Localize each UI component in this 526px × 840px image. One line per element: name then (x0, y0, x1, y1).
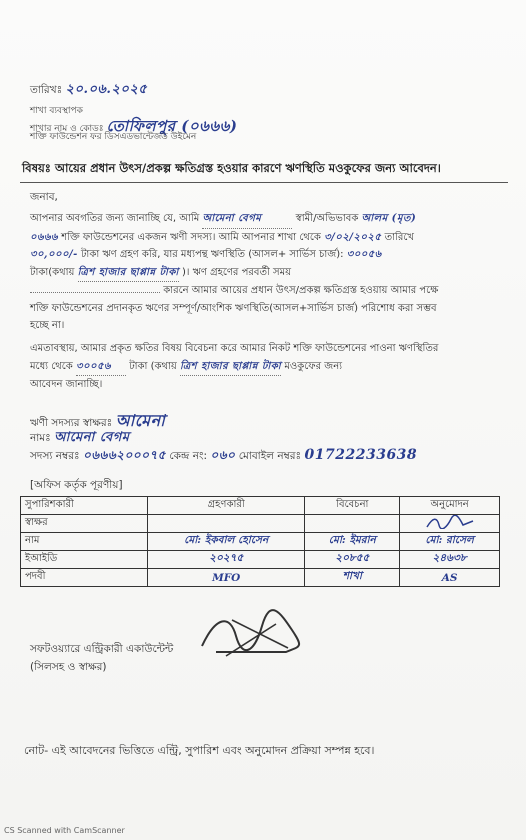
office-cell: ২০২৭৫ (148, 551, 305, 569)
p1-line-5 (30, 282, 505, 300)
subject-label: বিষয়ঃ (22, 161, 51, 175)
p1-text-e: টাকা ঋণ গ্রহণ করি, যার মধ্যপন্থ ঋণস্থিতি (আসল+ সার্ভিস চার্জ): (80, 249, 344, 260)
salutation: জনাব, (30, 191, 58, 203)
organization-line: শক্তি ফাউন্ডেশন ফর ডিসএডভান্টেজড উইমেন (30, 132, 197, 142)
p1-text-h: কারনে আমার আয়ের প্রধান উৎস/প্রকল্প ক্ষতিগ্রস্ত হওয়ায় আমার পক্ষে (163, 285, 439, 296)
office-row-signature (21, 515, 500, 533)
date-line (30, 80, 147, 101)
office-cell: মো: রাসেল (400, 533, 500, 551)
office-col-review: বিবেচনা (305, 497, 400, 515)
p1-text-f: টাকা(কথায় (30, 266, 75, 278)
office-row-designation (21, 569, 500, 587)
date-label: তারিখঃ (30, 84, 63, 96)
office-col-recommender: সুপারিশকারী (21, 497, 148, 515)
office-col-receiver: গ্রহণকারী (148, 497, 305, 515)
member-name-label: নামঃ (30, 432, 51, 444)
member-id: ০৬৬৬২০০০৭৫ (82, 448, 166, 462)
p1-line-4 (30, 264, 505, 283)
p2-text-b: মধ্যে থেকে (30, 360, 73, 372)
office-row-label: ইআইডি (21, 551, 148, 569)
p1-line-1 (30, 210, 505, 229)
p1-text-i: শক্তি ফাউন্ডেশনের প্রদানকৃত ঋণের সম্পূর্ণ/আংশিক ঋণস্থিতি(আসল+সার্ভিস চার্জ) পরিশোধ করা সম্ভব (30, 302, 437, 314)
member-id-line (30, 447, 417, 467)
office-row-name (21, 533, 500, 551)
member-name: আমেনা বেগম (54, 430, 130, 445)
p1-line-3 (30, 246, 505, 264)
p2-waiver-words: ত্রিশ হাজার ছাপ্পান্ন টাকা (180, 358, 281, 377)
office-cell: AS (400, 569, 500, 587)
p1-text-c: শক্তি ফাউন্ডেশনের একজন ঋণী সদস্য। আমি আপনার শাখা থেকে (61, 231, 321, 243)
office-cell: ২৪৬৩৮ (400, 551, 500, 569)
office-row-label: নাম (21, 533, 148, 551)
p1-text-b: স্বামী/অভিভাবক (295, 213, 359, 224)
p1-text-j: হচ্ছে না। (30, 320, 65, 331)
body-paragraph-2 (30, 340, 505, 394)
office-cell (148, 515, 305, 533)
office-row-eid (21, 551, 500, 569)
subject-text: আয়ের প্রধান উৎস/প্রকল্প ক্ষতিগ্রস্ত হওয়ার কারণে ঋণস্থিতি মওকুফের জন্য আবেদন। (54, 161, 441, 175)
branch-label: শাখার নাম ও কোডঃ (30, 124, 104, 134)
accountant-signature-icon (196, 606, 306, 662)
handwritten-signature-icon (425, 515, 475, 529)
p1-line-2 (30, 229, 505, 247)
p2-text-e: আবেদন জানাচ্ছি। (30, 379, 103, 390)
accountant-sub-label: (সিলসহ ও স্বাক্ষর) (30, 661, 107, 673)
p2-line-2 (30, 358, 505, 377)
p2-text-d: মওকুফের জন্য (284, 360, 343, 372)
p1-balance-words: ত্রিশ হাজার ছাপ্পান্ন টাকা (78, 264, 179, 283)
center-label: কেন্দ্র নং: (169, 450, 208, 462)
office-cell: ২০৮৫৫ (305, 551, 400, 569)
p1-balance: ৩০০৫৬ (346, 249, 382, 260)
mobile-label: মোবাইল নম্বরঃ (238, 450, 302, 462)
office-cell: শাখা (305, 569, 400, 587)
mobile-number: 01722233638 (304, 447, 418, 463)
p1-loan-amount: ৩০,০০০/- (30, 249, 78, 260)
p2-waiver-amount: ৩০০৫৬ (76, 358, 126, 377)
member-name-line (30, 428, 130, 449)
subject-underline (20, 182, 508, 183)
camscanner-watermark: CS Scanned with CamScanner (4, 826, 125, 835)
office-table-header (21, 497, 500, 515)
office-col-approval: অনুমোদন (400, 497, 500, 515)
p2-text-a: এমতাবস্থায়, আমার প্রকৃত ক্ষতির বিষয় বিবেচনা করে আমার নিকট শক্তি ফাউন্ডেশনের পাওনা ঋণস্থিতির (30, 343, 439, 354)
office-cell (305, 515, 400, 533)
footer-note: নোট- এই আবেদনের ভিত্তিতে এন্ট্রি, সুপারিশ এবং অনুমোদন প্রক্রিয়া সম্পন্ন হবে। (24, 744, 375, 757)
p1-text-g: )। ঋণ গ্রহণের পরবর্তী সময় (181, 266, 292, 278)
p1-guardian-name: আলম (মৃত) (361, 213, 417, 224)
office-cell: MFO (148, 569, 305, 587)
p1-member-name: আমেনা বেগম (202, 210, 292, 229)
recipient-title: শাখা ব্যবস্থাপক (30, 106, 83, 116)
office-row-label: পদবী (21, 569, 148, 587)
office-row-label: স্বাক্ষর (21, 515, 148, 533)
p1-branch-code: ০৬৬৬ (30, 231, 59, 243)
p1-text-a: আপনার অবগতির জন্য জানাচ্ছি যে, আমি (30, 213, 200, 224)
body-paragraph-1 (30, 210, 505, 335)
accountant-label: সফটওয়্যারে এন্ট্রিকারী একাউন্টেন্ট (30, 643, 174, 655)
p1-text-d: তারিখে (384, 231, 414, 243)
office-table (20, 496, 500, 587)
member-signature: আমেনা (115, 411, 166, 430)
office-cell: মো: ইমরান (305, 533, 400, 551)
p2-text-c: টাকা (কথায় (129, 360, 177, 372)
office-section-label: [অফিস কর্তৃক পূরণীয়] (30, 479, 123, 491)
date-value: ২০.০৬.২০২৫ (65, 82, 148, 97)
member-id-label: সদস্য নম্বরঃ (30, 450, 80, 462)
office-cell: মো: ইকবাল হোসেন (148, 533, 305, 551)
office-cell (400, 515, 500, 533)
p1-loan-date: ৩/০২/২০২৫ (324, 231, 382, 243)
center-number: ০৬০ (210, 448, 236, 462)
subject-line-text (22, 160, 441, 179)
branch-value: তোফিলপুর (০৬৬৬) (106, 117, 238, 135)
member-signature-label: ঋণী সদস্যর স্বাক্ষরঃ (30, 417, 113, 429)
